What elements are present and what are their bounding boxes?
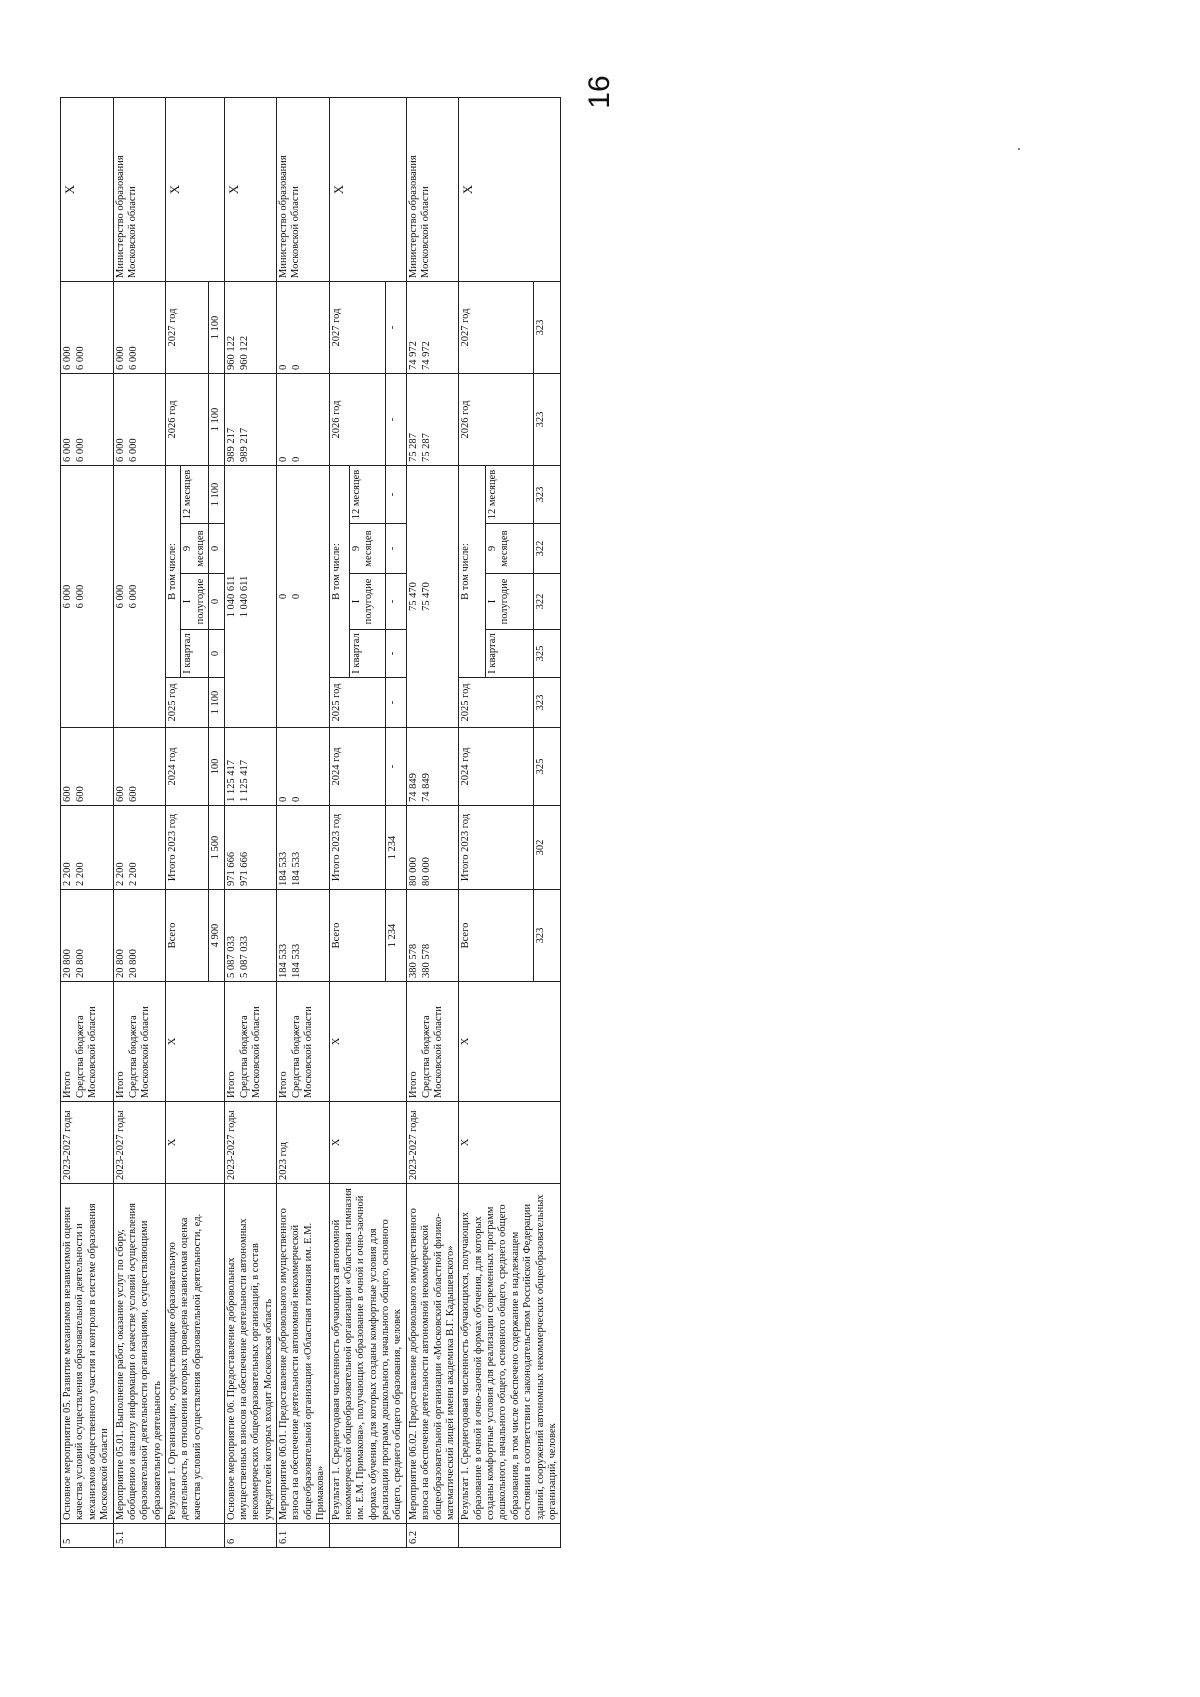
result-h-2025: 2025 год — [459, 678, 534, 728]
funding-2023-line: 2 200 — [75, 862, 86, 886]
result-h-incl: В том числе: — [166, 466, 181, 678]
result-v-2023: 302 — [534, 806, 561, 890]
funding-2027-line: 74 972 — [407, 341, 419, 370]
funding-2027-line: 6 000 — [62, 346, 73, 370]
result-v-quarter-4: 1 100 — [209, 466, 224, 524]
result-v-2026: - — [386, 374, 406, 466]
result-h-total: Всего — [329, 890, 386, 982]
result-v-quarter-1: 325 — [534, 630, 561, 678]
funding-2023-line: 2 200 — [62, 862, 73, 886]
funding-2026-line: 75 287 — [407, 433, 419, 462]
result-v-quarter-3: 0 — [209, 524, 224, 574]
result-h-2023: Итого 2023 год — [459, 806, 534, 890]
funding-2026 — [224, 374, 277, 466]
funding-2026-line: 989 217 — [225, 427, 237, 462]
funding-2027 — [113, 282, 166, 374]
result-h-quarter-4: 12 месяцев — [486, 466, 534, 524]
funding-source-line: Средства бюджета Московской области — [238, 1006, 262, 1098]
section-executor: Министерство образования Московской области — [277, 98, 330, 282]
funding-2023-line: 184 533 — [291, 851, 302, 886]
result-title: Результат 1. Среднегодовая численность обучающихся автономной некоммерческой общеобразовательной организации «Областная гимназия им. Е.М. Примакова», получающих образование в очной и очно-заочной формах обучения, для которых созданы комфортные условия для реализации программ дошкольного, начального общего, основного общего, среднего общего образования, человек — [329, 1184, 406, 1524]
funding-2027 — [61, 282, 114, 374]
section-number: 6 — [224, 1524, 277, 1548]
result-v-2024: 100 — [209, 728, 224, 806]
funding-2027-line: 0 — [278, 364, 289, 370]
funding-2027 — [224, 282, 277, 374]
funding-source-line: Итого — [278, 1071, 289, 1098]
funding-2024-line: 74 849 — [420, 773, 432, 802]
funding-2026-line: 0 — [278, 456, 289, 462]
funding-2023 — [277, 806, 330, 890]
funding-2026 — [113, 374, 166, 466]
funding-total — [406, 890, 459, 982]
funding-2025-line: 6 000 — [62, 584, 73, 609]
result-h-quarter-1: I квартал — [349, 630, 386, 678]
section-executor: Министерство образования Московской области — [113, 98, 166, 282]
result-h-incl: В том числе: — [329, 466, 349, 678]
funding-2024 — [277, 728, 330, 806]
result-h-2026: 2026 год — [459, 374, 534, 466]
funding-2025-line: 0 — [291, 593, 302, 600]
result-h-2024: 2024 год — [459, 728, 534, 806]
result-h-2027: 2027 год — [329, 282, 386, 374]
funding-2024-line: 74 849 — [407, 773, 419, 802]
funding-2024 — [61, 728, 114, 806]
result-v-2027: 323 — [534, 282, 561, 374]
funding-2024 — [406, 728, 459, 806]
funding-2024-line: 600 — [114, 786, 126, 802]
result-v-2027: - — [386, 282, 406, 374]
funding-source-line: Итого — [114, 1071, 126, 1098]
result-v-quarter-1: - — [386, 630, 406, 678]
funding-2025-line: 75 470 — [407, 582, 419, 611]
result-header-row — [329, 98, 349, 1548]
section-row-6.2 — [406, 98, 459, 1548]
result-executor: X — [329, 98, 406, 282]
funding-2027-line: 960 122 — [225, 335, 237, 370]
section-number: 5 — [61, 1524, 114, 1548]
funding-2026 — [406, 374, 459, 466]
result-h-total: Всего — [166, 890, 209, 982]
funding-2025-line: 6 000 — [75, 584, 86, 609]
funding-source — [406, 982, 459, 1102]
result-v-quarter-3: - — [386, 524, 406, 574]
funding-2026 — [277, 374, 330, 466]
funding-2027-line: 74 972 — [420, 341, 432, 370]
result-period: X — [459, 1102, 561, 1184]
funding-2024-line: 600 — [75, 786, 86, 802]
funding-2024 — [113, 728, 166, 806]
result-h-2025: 2025 год — [329, 678, 386, 728]
result-h-total: Всего — [459, 890, 534, 982]
funding-total-line: 20 800 — [62, 949, 73, 978]
funding-source — [277, 982, 330, 1102]
funding-2025 — [224, 466, 277, 728]
funding-2025 — [61, 466, 114, 728]
funding-total-line: 20 800 — [127, 949, 139, 978]
funding-2025-line: 1 040 611 — [225, 575, 237, 618]
result-source: X — [459, 982, 561, 1102]
section-executor: X — [224, 98, 277, 282]
funding-total-line: 184 533 — [291, 943, 302, 978]
result-title: Результат 1. Организации, осуществляющие образовательную деятельность, в отношении которых проведена независимая оценка качества условий осуществления образовательной деятельности, ед. — [166, 1184, 225, 1524]
section-executor: X — [61, 98, 114, 282]
funding-2026-line: 0 — [291, 456, 302, 462]
funding-total — [224, 890, 277, 982]
funding-total-line: 184 533 — [278, 943, 289, 978]
result-v-quarter-4: - — [386, 466, 406, 524]
section-period: 2023-2027 годы — [113, 1102, 166, 1184]
result-v-total: 323 — [534, 890, 561, 982]
funding-2024-line: 600 — [62, 786, 73, 802]
funding-source — [113, 982, 166, 1102]
funding-2023 — [224, 806, 277, 890]
funding-2023-line: 971 666 — [225, 851, 237, 886]
result-number — [166, 1524, 225, 1548]
funding-2026-line: 989 217 — [238, 427, 250, 462]
funding-source-line: Средства бюджета Московской области — [75, 1006, 99, 1098]
result-h-quarter-1: I квартал — [181, 630, 209, 678]
section-period: 2023-2027 годы — [61, 1102, 114, 1184]
result-h-quarter-2: I полугодие — [349, 574, 386, 630]
result-v-2025: 323 — [534, 678, 561, 728]
funding-2024-line: 1 125 417 — [225, 760, 237, 802]
result-h-quarter-3: 9 месяцев — [349, 524, 386, 574]
rotated-table-wrapper — [60, 98, 875, 1548]
funding-source-line: Итого — [62, 1071, 73, 1098]
result-h-quarter-1: I квартал — [486, 630, 534, 678]
result-h-2024: 2024 год — [329, 728, 386, 806]
funding-source-line: Средства бюджета Московской области — [420, 1006, 445, 1098]
result-v-quarter-2: 322 — [534, 574, 561, 630]
result-h-quarter-2: I полугодие — [486, 574, 534, 630]
funding-2024-line: 1 125 417 — [238, 760, 250, 802]
funding-source — [224, 982, 277, 1102]
funding-total — [61, 890, 114, 982]
result-h-quarter-2: I полугодие — [181, 574, 209, 630]
section-period: 2023 год — [277, 1102, 330, 1184]
funding-2023-line: 971 666 — [238, 851, 250, 886]
funding-total-line: 5 087 033 — [225, 936, 237, 978]
result-h-2023: Итого 2023 год — [166, 806, 209, 890]
funding-2024-line: 600 — [127, 786, 139, 802]
section-executor: Министерство образования Московской области — [406, 98, 459, 282]
funding-2023 — [61, 806, 114, 890]
funding-2027-line: 6 000 — [75, 346, 86, 370]
result-v-2025: 1 100 — [209, 678, 224, 728]
result-header-row — [459, 98, 486, 1548]
result-number — [329, 1524, 406, 1548]
result-v-quarter-1: 0 — [209, 630, 224, 678]
result-executor: X — [459, 98, 561, 282]
funding-2025 — [277, 466, 330, 728]
section-row-5.1 — [113, 98, 166, 1548]
result-v-2023: 1 500 — [209, 806, 224, 890]
result-title: Результат 1. Среднегодовая численность обучающихся, получающих образование в очной и очно-заочной формах обучения, для которых созданы комфортные условия для реализации современных программ дошкольного, начального общего, основного общего, среднего общего образования, в том числе обеспечено содержание в надлежащем состоянии в соответствии с законодательством Российской Федерации зданий, сооружений автономных некоммерческих общеобразовательных организаций, человек — [459, 1184, 561, 1524]
funding-2027-line: 6 000 — [114, 346, 126, 370]
result-v-quarter-4: 323 — [534, 466, 561, 524]
section-number: 6.2 — [406, 1524, 459, 1548]
section-number: 5.1 — [113, 1524, 166, 1548]
result-h-2025: 2025 год — [166, 678, 209, 728]
funding-2025 — [113, 466, 166, 728]
funding-2027 — [277, 282, 330, 374]
result-v-2027: 1 100 — [209, 282, 224, 374]
result-h-quarter-3: 9 месяцев — [181, 524, 209, 574]
result-v-2024: 325 — [534, 728, 561, 806]
funding-2026-line: 75 287 — [420, 433, 432, 462]
funding-total-line: 5 087 033 — [238, 936, 250, 978]
funding-2027 — [406, 282, 459, 374]
result-h-quarter-3: 9 месяцев — [486, 524, 534, 574]
funding-2025-line: 6 000 — [127, 584, 139, 609]
result-h-quarter-4: 12 месяцев — [181, 466, 209, 524]
funding-total-line: 20 800 — [114, 949, 126, 978]
section-period: 2023-2027 годы — [406, 1102, 459, 1184]
result-header-row — [166, 98, 181, 1548]
funding-total-line: 380 578 — [407, 943, 419, 978]
section-number: 6.1 — [277, 1524, 330, 1548]
funding-2027-line: 0 — [291, 364, 302, 370]
funding-2025 — [406, 466, 459, 728]
result-h-2024: 2024 год — [166, 728, 209, 806]
scan-speck — [1018, 148, 1020, 150]
result-source: X — [329, 982, 406, 1102]
funding-source — [61, 982, 114, 1102]
funding-2025-line: 1 040 611 — [238, 575, 250, 618]
funding-total — [113, 890, 166, 982]
funding-2024-line: 0 — [291, 796, 302, 802]
program-activities-table — [60, 97, 561, 1548]
funding-2023 — [113, 806, 166, 890]
funding-2023-line: 80 000 — [420, 857, 432, 886]
result-v-2026: 1 100 — [209, 374, 224, 466]
funding-source-line: Итого — [407, 1071, 419, 1098]
result-h-2027: 2027 год — [166, 282, 209, 374]
funding-2027-line: 6 000 — [127, 346, 139, 370]
result-v-quarter-2: 0 — [209, 574, 224, 630]
section-title: Мероприятие 05.01. Выполнение работ, оказание услуг по сбору, обобщению и анализу информации о качестве условий осуществления образовательной деятельности организациями, осуществляющими образовательную деятельность — [113, 1184, 166, 1524]
funding-source-line: Средства бюджета Московской области — [291, 1006, 315, 1098]
funding-2026-line: 6 000 — [75, 438, 86, 462]
result-h-2026: 2026 год — [166, 374, 209, 466]
section-title: Мероприятие 06.01. Предоставление добровольного имущественного взноса на обеспечение деятельности автономной некоммерческой общеобразовательной организации «Областная гимназия им. Е.М. Примакова» — [277, 1184, 330, 1524]
funding-2025-line: 0 — [278, 593, 289, 600]
funding-total — [277, 890, 330, 982]
funding-2023-line: 2 200 — [114, 862, 126, 886]
result-period: X — [329, 1102, 406, 1184]
funding-2026-line: 6 000 — [62, 438, 73, 462]
funding-2023-line: 184 533 — [278, 851, 289, 886]
funding-2027-line: 960 122 — [238, 335, 250, 370]
table-body — [61, 98, 561, 1548]
funding-2026 — [61, 374, 114, 466]
result-v-2024: - — [386, 728, 406, 806]
funding-2023-line: 80 000 — [407, 857, 419, 886]
section-title: Основное мероприятие 06. Предоставление добровольных имущественных взносов на обеспечение деятельности автономных некоммерческих общеобразовательных организаций, в состав учредителей которых входит Московская область — [224, 1184, 277, 1524]
section-row-5 — [61, 98, 114, 1548]
result-executor: X — [166, 98, 225, 282]
section-row-6.1 — [277, 98, 330, 1548]
page-number: 16 — [583, 75, 616, 109]
result-h-2027: 2027 год — [459, 282, 534, 374]
funding-2026-line: 6 000 — [127, 438, 139, 462]
result-v-total: 4 900 — [209, 890, 224, 982]
result-v-2026: 323 — [534, 374, 561, 466]
result-h-2026: 2026 год — [329, 374, 386, 466]
funding-2025-line: 75 470 — [420, 582, 432, 611]
result-h-incl: В том числе: — [459, 466, 486, 678]
funding-source-line: Средства бюджета Московской области — [127, 1006, 151, 1098]
result-v-quarter-2: - — [386, 574, 406, 630]
section-title: Основное мероприятие 05. Развитие механизмов независимой оценки качества условий осуществления образовательной деятельности и механизмов общественного участия и контроля в системе образования Московской области — [61, 1184, 114, 1524]
funding-total-line: 20 800 — [75, 949, 86, 978]
result-period: X — [166, 1102, 225, 1184]
result-v-total: 1 234 — [386, 890, 406, 982]
result-v-2023: 1 234 — [386, 806, 406, 890]
result-h-2023: Итого 2023 год — [329, 806, 386, 890]
result-v-2025: - — [386, 678, 406, 728]
section-row-6 — [224, 98, 277, 1548]
funding-total-line: 380 578 — [420, 943, 432, 978]
funding-2024 — [224, 728, 277, 806]
section-title: Мероприятие 06.02. Предоставление добровольного имущественного взноса на обеспечение деятельности автономной некоммерческой общеобразовательной организации «Московский областной физико-математический лицей имени академика В.Г. Кадышевского» — [406, 1184, 459, 1524]
funding-source-line: Итого — [225, 1071, 237, 1098]
funding-2025-line: 6 000 — [114, 584, 126, 609]
funding-2023 — [406, 806, 459, 890]
funding-2026-line: 6 000 — [114, 438, 126, 462]
result-number — [459, 1524, 561, 1548]
section-period: 2023-2027 годы — [224, 1102, 277, 1184]
funding-2024-line: 0 — [278, 796, 289, 802]
result-h-quarter-4: 12 месяцев — [349, 466, 386, 524]
result-source: X — [166, 982, 225, 1102]
funding-2023-line: 2 200 — [127, 862, 139, 886]
result-v-quarter-3: 322 — [534, 524, 561, 574]
